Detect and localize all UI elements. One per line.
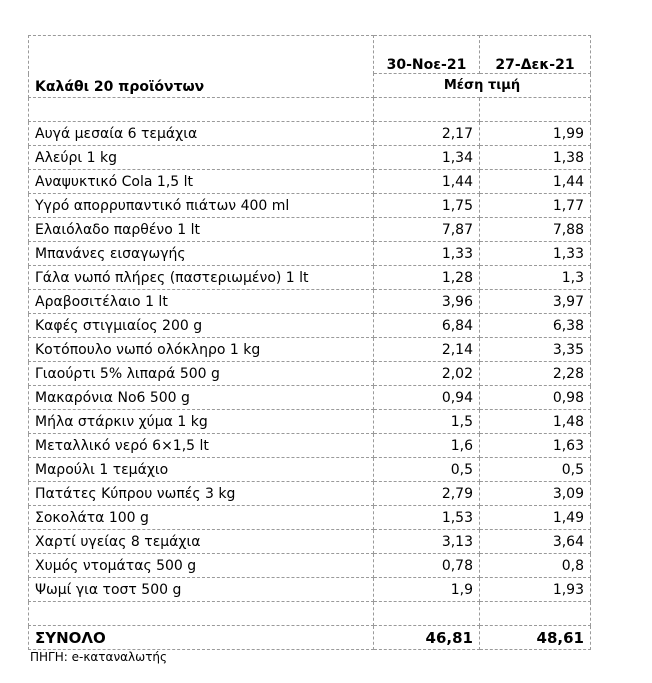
price-table (28, 35, 591, 650)
price-dec: 3,09 (480, 482, 591, 506)
price-nov: 0,94 (374, 386, 480, 410)
empty-cell (480, 602, 591, 626)
empty-cell (374, 602, 480, 626)
empty-cell (29, 602, 374, 626)
price-nov: 3,96 (374, 290, 480, 314)
price-nov: 7,87 (374, 218, 480, 242)
date-column-2: 27-Δεκ-21 (480, 36, 591, 74)
price-nov: 1,53 (374, 506, 480, 530)
price-dec: 0,5 (480, 458, 591, 482)
table-row (29, 482, 591, 506)
product-name: Ελαιόλαδο παρθένο 1 lt (29, 218, 374, 242)
product-name: Σοκολάτα 100 g (29, 506, 374, 530)
table-row (29, 554, 591, 578)
price-nov: 1,9 (374, 578, 480, 602)
table-row (29, 170, 591, 194)
price-dec: 3,35 (480, 338, 591, 362)
product-name: Αραβοσιτέλαιο 1 lt (29, 290, 374, 314)
table-row (29, 410, 591, 434)
price-dec: 6,38 (480, 314, 591, 338)
price-nov: 1,44 (374, 170, 480, 194)
spacer-row (29, 98, 591, 122)
product-name: Μεταλλικό νερό 6×1,5 lt (29, 434, 374, 458)
price-dec: 1,63 (480, 434, 591, 458)
price-nov: 2,79 (374, 482, 480, 506)
table-row (29, 290, 591, 314)
price-nov: 1,34 (374, 146, 480, 170)
product-name: Χαρτί υγείας 8 τεμάχια (29, 530, 374, 554)
table-row (29, 506, 591, 530)
product-name: Μαρούλι 1 τεμάχιο (29, 458, 374, 482)
price-nov: 2,17 (374, 122, 480, 146)
table-title: Καλάθι 20 προϊόντων (29, 36, 374, 98)
source-note: ΠΗΓΗ: e-καταναλωτής (30, 650, 168, 664)
product-name: Γιαούρτι 5% λιπαρά 500 g (29, 362, 374, 386)
header-row (29, 36, 591, 74)
table-row (29, 194, 591, 218)
table-row (29, 338, 591, 362)
price-nov: 1,5 (374, 410, 480, 434)
table-row (29, 362, 591, 386)
table-row (29, 266, 591, 290)
total-nov: 46,81 (374, 626, 480, 650)
product-name: Καφές στιγμιαίος 200 g (29, 314, 374, 338)
price-dec: 1,77 (480, 194, 591, 218)
date-column-1: 30-Νοε-21 (374, 36, 480, 74)
price-nov: 2,14 (374, 338, 480, 362)
table-row (29, 146, 591, 170)
price-dec: 1,93 (480, 578, 591, 602)
price-dec: 3,97 (480, 290, 591, 314)
product-name: Χυμός ντομάτας 500 g (29, 554, 374, 578)
total-label: ΣΥΝΟΛΟ (29, 626, 374, 650)
price-dec: 1,49 (480, 506, 591, 530)
average-price-label: Μέση τιμή (374, 74, 591, 98)
price-dec: 1,48 (480, 410, 591, 434)
product-name: Πατάτες Κύπρου νωπές 3 kg (29, 482, 374, 506)
price-dec: 7,88 (480, 218, 591, 242)
table-row (29, 122, 591, 146)
spacer-row (29, 602, 591, 626)
product-name: Αυγά μεσαία 6 τεμάχια (29, 122, 374, 146)
price-dec: 3,64 (480, 530, 591, 554)
price-nov: 1,75 (374, 194, 480, 218)
table-row (29, 434, 591, 458)
table-row (29, 242, 591, 266)
price-dec: 1,38 (480, 146, 591, 170)
price-nov: 1,28 (374, 266, 480, 290)
product-name: Αναψυκτικό Cola 1,5 lt (29, 170, 374, 194)
product-name: Ψωμί για τοστ 500 g (29, 578, 374, 602)
product-name: Μήλα στάρκιν χύμα 1 kg (29, 410, 374, 434)
price-dec: 1,33 (480, 242, 591, 266)
product-name: Υγρό απορρυπαντικό πιάτων 400 ml (29, 194, 374, 218)
product-name: Κοτόπουλο νωπό ολόκληρο 1 kg (29, 338, 374, 362)
price-dec: 2,28 (480, 362, 591, 386)
price-nov: 1,33 (374, 242, 480, 266)
table-row (29, 458, 591, 482)
price-nov: 3,13 (374, 530, 480, 554)
table-row (29, 314, 591, 338)
table-row (29, 530, 591, 554)
price-nov: 6,84 (374, 314, 480, 338)
product-name: Γάλα νωπό πλήρες (παστεριωμένο) 1 lt (29, 266, 374, 290)
price-nov: 2,02 (374, 362, 480, 386)
price-nov: 0,78 (374, 554, 480, 578)
product-name: Μπανάνες εισαγωγής (29, 242, 374, 266)
product-name: Μακαρόνια Νο6 500 g (29, 386, 374, 410)
price-nov: 1,6 (374, 434, 480, 458)
table-row (29, 386, 591, 410)
price-dec: 1,44 (480, 170, 591, 194)
product-name: Αλεύρι 1 kg (29, 146, 374, 170)
price-dec: 1,3 (480, 266, 591, 290)
table-row (29, 218, 591, 242)
table-row (29, 578, 591, 602)
price-dec: 0,8 (480, 554, 591, 578)
total-row (29, 626, 591, 650)
price-dec: 0,98 (480, 386, 591, 410)
price-dec: 1,99 (480, 122, 591, 146)
total-dec: 48,61 (480, 626, 591, 650)
price-nov: 0,5 (374, 458, 480, 482)
